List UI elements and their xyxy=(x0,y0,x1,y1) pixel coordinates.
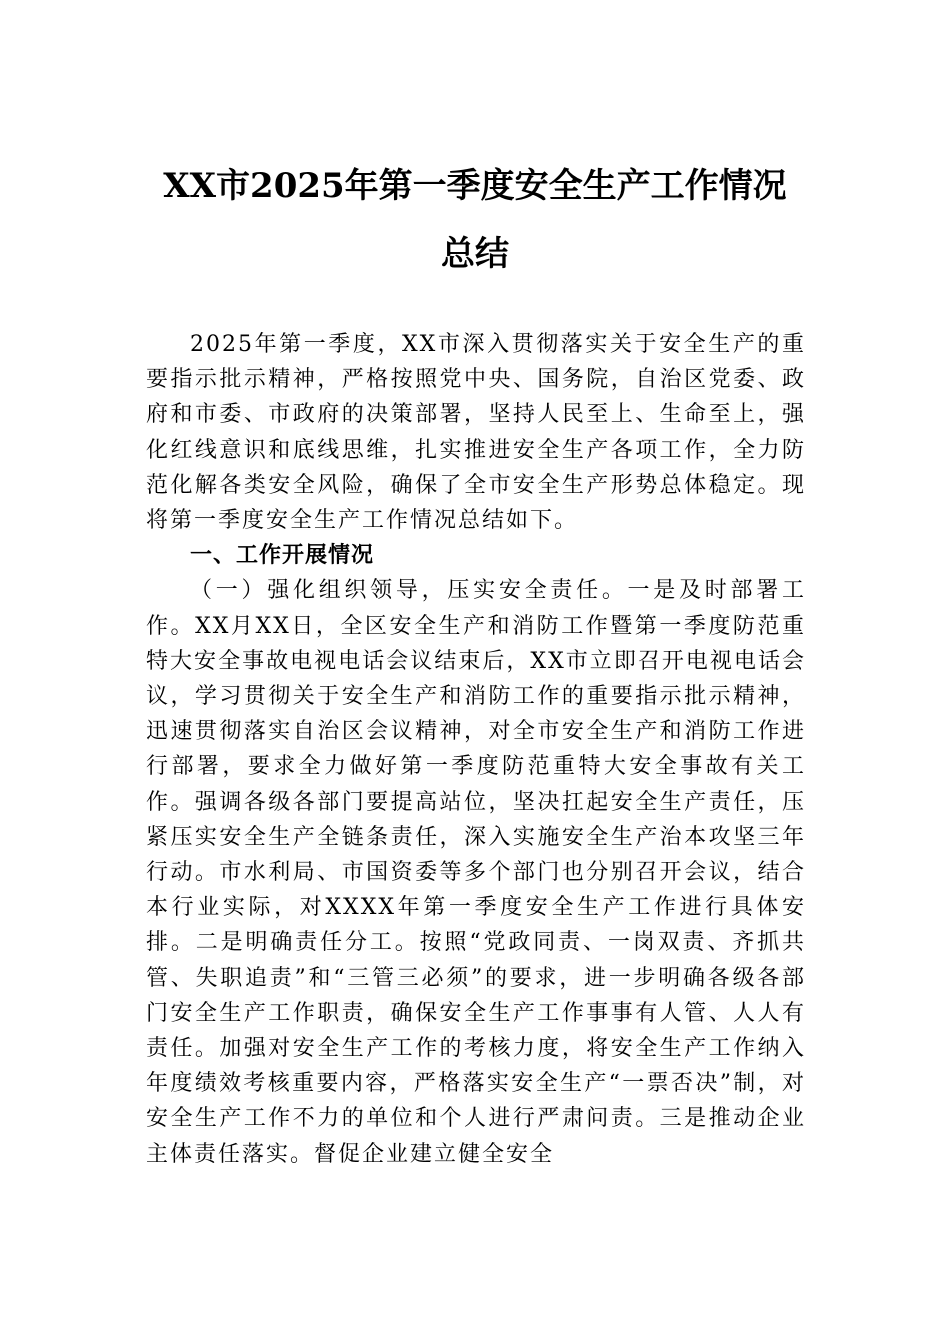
section-paragraph: （一）强化组织领导，压实安全责任。一是及时部署工作。XX月XX日，全区安全生产和消防工作暨第一季度防范重特大安全事故电视电话会议结束后，XX市立即召开电视电话会议，学习贯彻关于安全生产和消防工作的重要指示批示精神，迅速贯彻落实自治区会议精神，对全市安全生产和消防工作进行部署，要求全力做好第一季度防范重特大安全事故有关工作。强调各级各部门要提高站位，坚决扛起安全生产责任，压紧压实安全生产全链条责任，深入实施安全生产治本攻坚三年行动。市水利局、市国资委等多个部门也分别召开会议，结合本行业实际，对XXXX年第一季度安全生产工作进行具体安排。二是明确责任分工。按照“党政同责、一岗双责、齐抓共管、失职追责”和“三管三必须”的要求，进一步明确各级各部门安全生产工作职责，确保安全生产工作事事有人管、人人有责任。加强对安全生产工作的考核力度，将安全生产工作纳入年度绩效考核重要内容，严格落实安全生产“一票否决”制，对安全生产工作不力的单位和个人进行严肃问责。三是推动企业主体责任落实。督促企业建立健全安全 xyxy=(146,578,806,1167)
intro-paragraph: 2025年第一季度，XX市深入贯彻落实关于安全生产的重要指示批示精神，严格按照党中央、国务院，自治区党委、政府和市委、市政府的决策部署，坚持人民至上、生命至上，强化红线意识和底线思维，扎实推进安全生产各项工作，全力防范化解各类安全风险，确保了全市安全生产形势总体稳定。现将第一季度安全生产工作情况总结如下。 xyxy=(146,332,806,534)
document-body xyxy=(146,327,806,1172)
section-heading: 一、工作开展情况 xyxy=(190,543,375,569)
document-title-line-1: XX市2025年第一季度安全生产工作情况 xyxy=(163,166,787,206)
document-title-line-2: 总结 xyxy=(441,234,509,274)
